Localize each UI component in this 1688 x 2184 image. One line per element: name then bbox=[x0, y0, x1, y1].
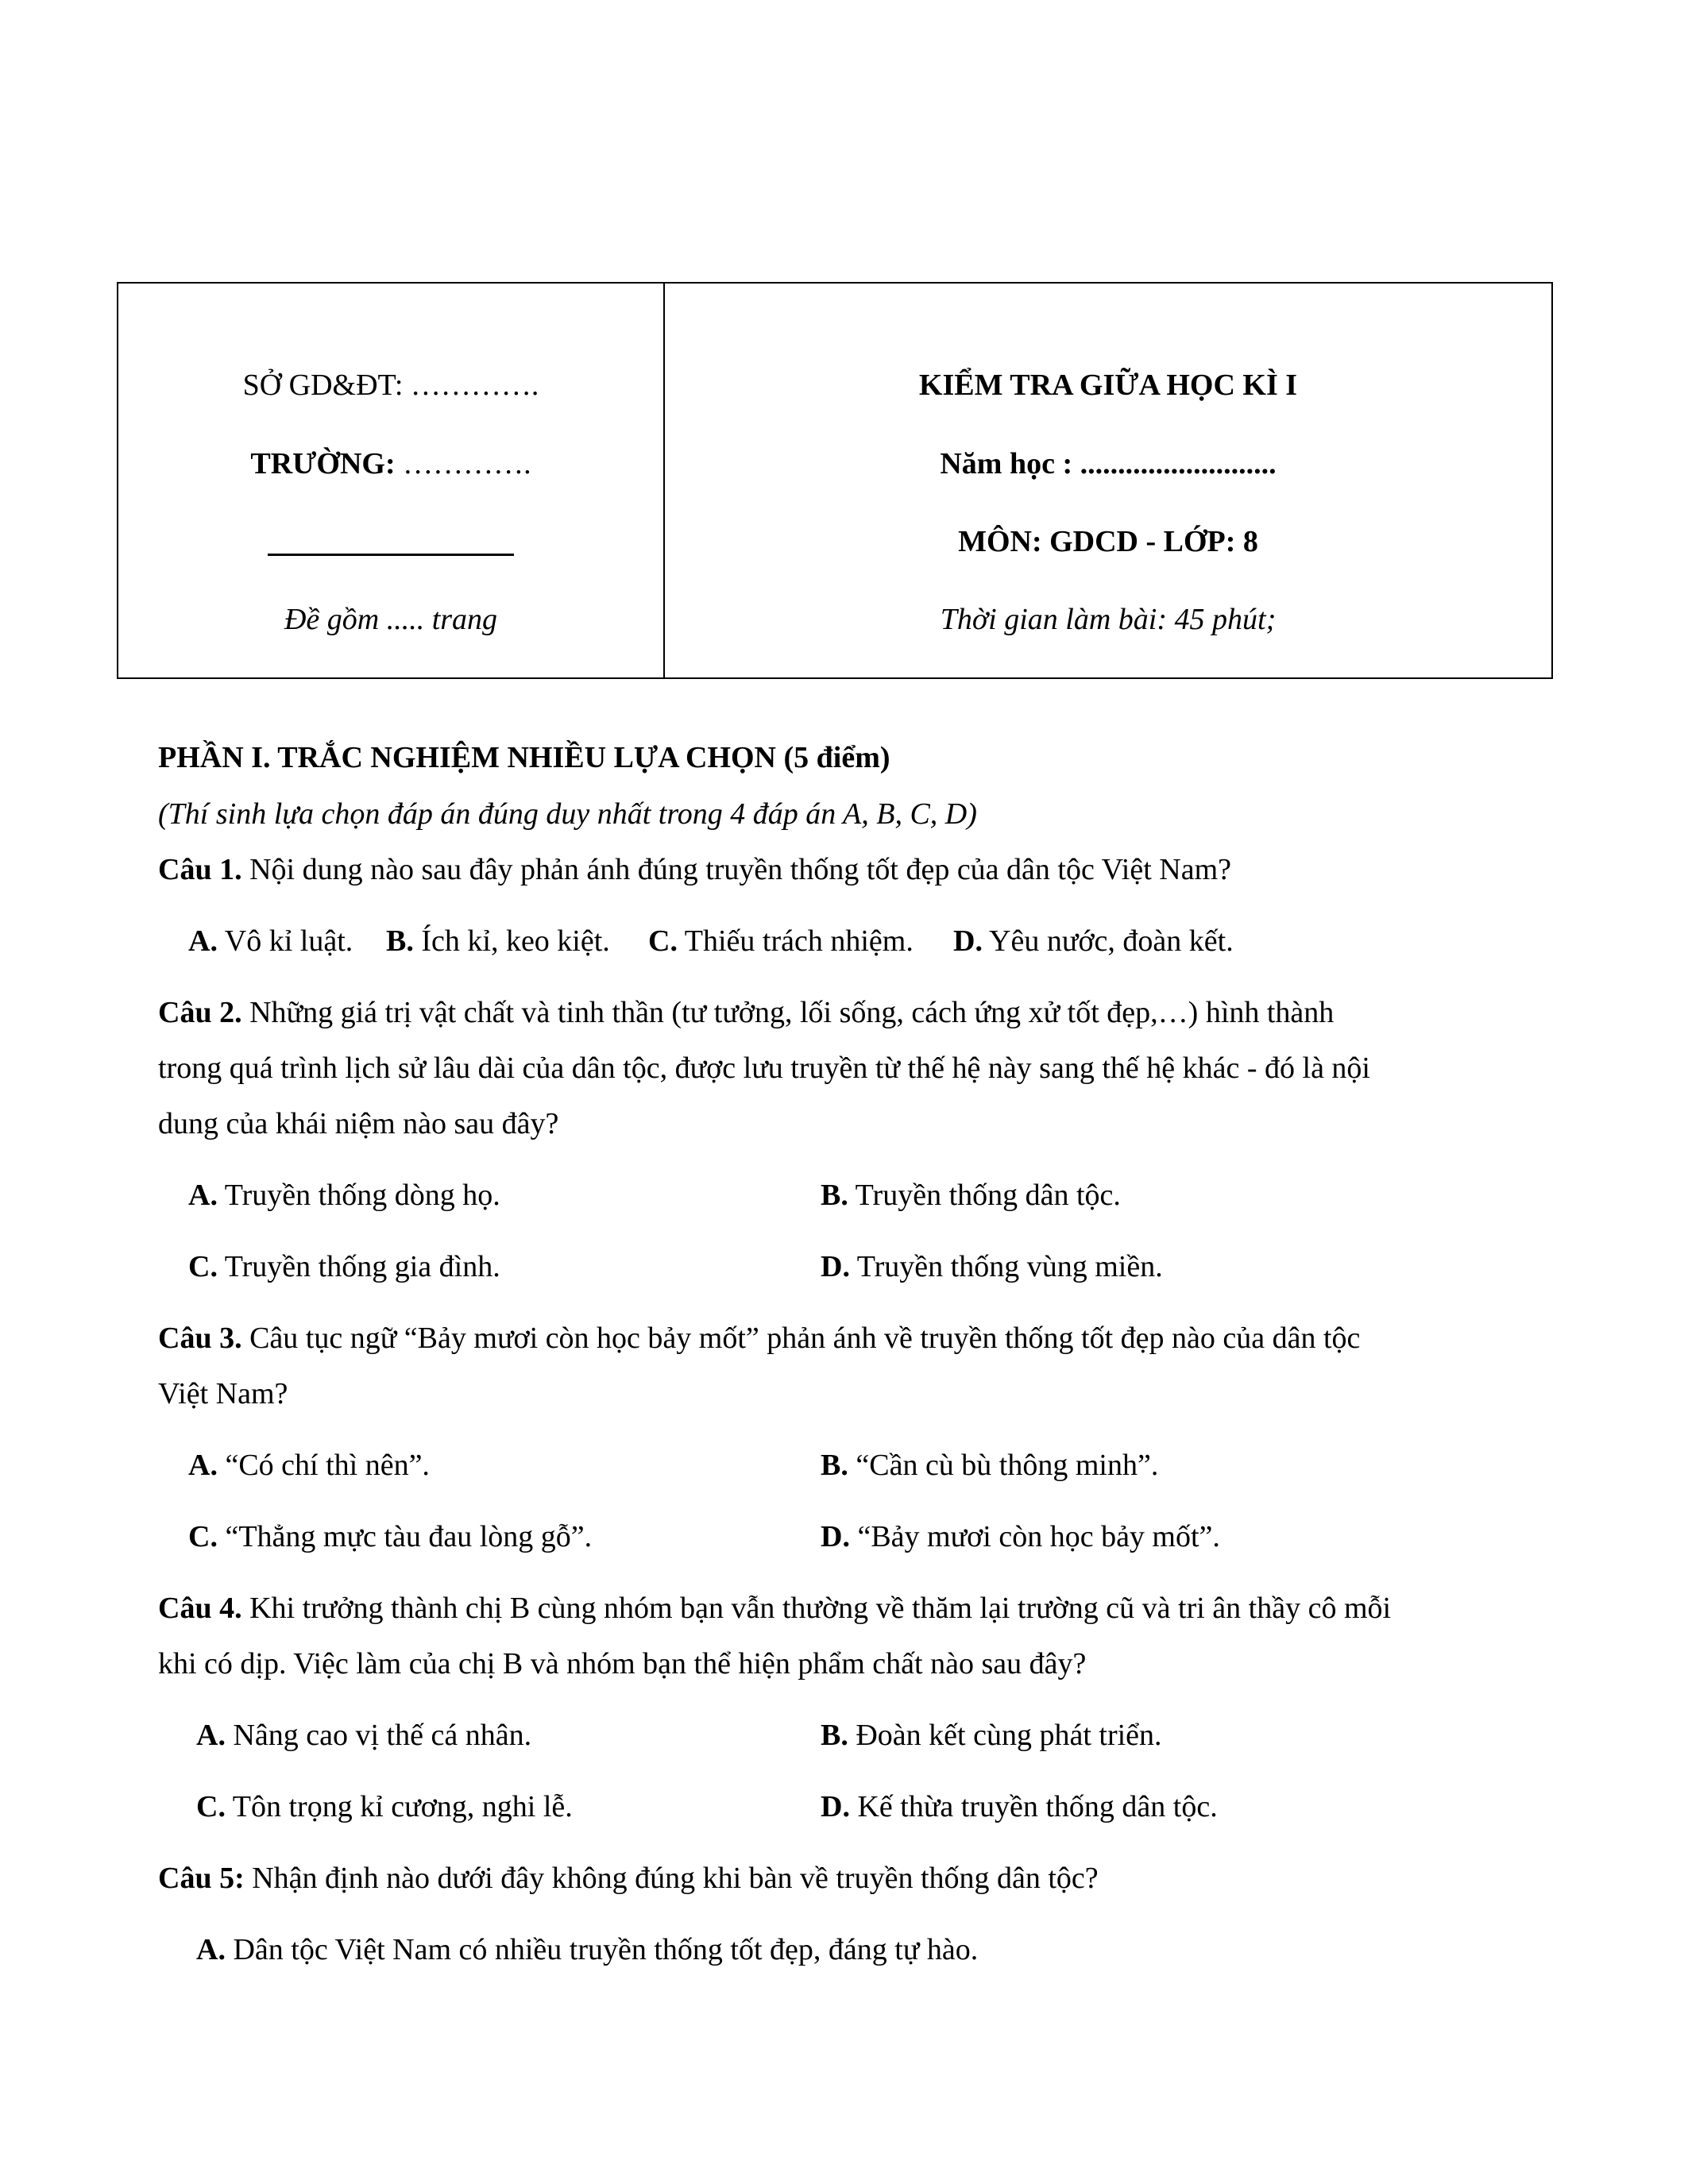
option-key: D. bbox=[821, 1520, 850, 1553]
option-key: B. bbox=[821, 1179, 848, 1212]
option-text: Đoàn kết cùng phát triển. bbox=[848, 1719, 1162, 1752]
header-right-cell bbox=[665, 284, 1551, 677]
school-label: TRƯỜNG: bbox=[250, 447, 396, 480]
q1-option-d bbox=[953, 923, 1234, 959]
question-label: Câu 2. bbox=[158, 996, 242, 1029]
question-2-line-3: dung của khái niệm nào sau đây? bbox=[158, 1107, 559, 1140]
option-text: “Cần cù bù thông minh”. bbox=[848, 1449, 1159, 1482]
school-year-line: Năm học : .......................... bbox=[940, 447, 1277, 480]
question-text-line-1: Khi trưởng thành chị B cùng nhóm bạn vẫn thường về thăm lại trường cũ và tri ân thầy cô mỗi bbox=[241, 1592, 1392, 1625]
q2-option-c bbox=[188, 1248, 500, 1285]
option-key: A. bbox=[196, 1933, 226, 1966]
exam-title: KIỂM TRA GIỮA HỌC KÌ I bbox=[918, 369, 1298, 402]
q4-option-a bbox=[196, 1717, 531, 1754]
option-text: Tôn trọng kỉ cương, nghi lễ. bbox=[225, 1790, 573, 1823]
q4-option-c bbox=[196, 1788, 573, 1825]
option-text: Kế thừa truyền thống dân tộc. bbox=[849, 1790, 1218, 1823]
option-text: Nâng cao vị thế cá nhân. bbox=[225, 1719, 532, 1752]
option-text: Dân tộc Việt Nam có nhiều truyền thống tốt đẹp, đáng tự hào. bbox=[225, 1933, 979, 1966]
question-2-line-2: trong quá trình lịch sử lâu dài của dân tộc, được lưu truyền từ thế hệ này sang thế hệ khác - đó là nội bbox=[158, 1051, 1370, 1085]
q3-option-b bbox=[821, 1447, 1158, 1484]
option-key: C. bbox=[188, 1520, 218, 1553]
header-left-cell bbox=[118, 284, 665, 677]
q3-option-d bbox=[821, 1518, 1220, 1555]
option-text: Truyền thống dân tộc. bbox=[848, 1179, 1121, 1212]
option-key: D. bbox=[821, 1790, 850, 1823]
question-text: Nội dung nào sau đây phản ánh đúng truyền thống tốt đẹp của dân tộc Việt Nam? bbox=[241, 853, 1232, 886]
q2-option-d bbox=[821, 1248, 1163, 1285]
option-key: C. bbox=[196, 1790, 226, 1823]
header-divider-rule bbox=[268, 554, 514, 556]
q3-option-c bbox=[188, 1518, 592, 1555]
option-text: Vô kỉ luật. bbox=[217, 924, 353, 958]
question-label: Câu 5: bbox=[158, 1862, 245, 1895]
subject-line: MÔN: GDCD - LỚP: 8 bbox=[958, 525, 1258, 558]
q2-option-b bbox=[821, 1177, 1121, 1214]
question-label: Câu 1. bbox=[158, 853, 242, 886]
duration-line: Thời gian làm bài: 45 phút; bbox=[940, 603, 1277, 636]
option-key: A. bbox=[188, 1179, 218, 1212]
question-4 bbox=[158, 1590, 1391, 1626]
option-text: “Bảy mươi còn học bảy mốt”. bbox=[849, 1520, 1220, 1553]
option-key: D. bbox=[953, 924, 983, 958]
page-count-line: Đề gồm ..... trang bbox=[284, 603, 498, 636]
option-key: B. bbox=[821, 1719, 848, 1752]
section-instruction: (Thí sinh lựa chọn đáp án đúng duy nhất trong 4 đáp án A, B, C, D) bbox=[158, 797, 977, 831]
q1-option-b bbox=[386, 923, 610, 959]
exam-header-table bbox=[117, 282, 1553, 679]
option-key: A. bbox=[188, 924, 218, 958]
section-title: PHẦN I. TRẮC NGHIỆM NHIỀU LỰA CHỌN (5 điểm) bbox=[158, 741, 890, 774]
question-4-line-2: khi có dịp. Việc làm của chị B và nhóm bạn thể hiện phẩm chất nào sau đây? bbox=[158, 1647, 1087, 1680]
question-5 bbox=[158, 1860, 1099, 1897]
option-key: A. bbox=[196, 1719, 226, 1752]
option-key: B. bbox=[821, 1449, 848, 1482]
q1-option-c bbox=[648, 923, 914, 959]
department-line: SỞ GD&ĐT: …………. bbox=[242, 369, 539, 402]
option-key: A. bbox=[188, 1449, 218, 1482]
question-text-line-1: Câu tục ngữ “Bảy mươi còn học bảy mốt” phản ánh về truyền thống tốt đẹp nào của dân tộc bbox=[241, 1322, 1361, 1355]
question-3-line-2: Việt Nam? bbox=[158, 1377, 288, 1410]
option-text: Ích kỉ, keo kiệt. bbox=[413, 924, 610, 958]
q3-option-a bbox=[188, 1447, 430, 1484]
question-1 bbox=[158, 851, 1231, 888]
option-text: Truyền thống gia đình. bbox=[217, 1250, 500, 1283]
option-text: “Có chí thì nên”. bbox=[217, 1449, 430, 1482]
option-text: Thiếu trách nhiệm. bbox=[677, 924, 914, 958]
option-text: Truyền thống vùng miền. bbox=[849, 1250, 1163, 1283]
q2-option-a bbox=[188, 1177, 500, 1214]
question-text: Nhận định nào dưới đây không đúng khi bàn về truyền thống dân tộc? bbox=[244, 1862, 1099, 1895]
question-3 bbox=[158, 1320, 1360, 1356]
q4-option-d bbox=[821, 1788, 1218, 1825]
question-label: Câu 3. bbox=[158, 1322, 242, 1355]
question-label: Câu 4. bbox=[158, 1592, 242, 1625]
option-text: Truyền thống dòng họ. bbox=[217, 1179, 500, 1212]
question-text-line-1: Những giá trị vật chất và tinh thần (tư tưởng, lối sống, cách ứng xử tốt đẹp,…) hình thành bbox=[241, 996, 1335, 1029]
q1-option-a bbox=[188, 923, 353, 959]
school-line bbox=[118, 446, 663, 481]
option-key: C. bbox=[188, 1250, 218, 1283]
q5-option-a bbox=[196, 1931, 978, 1968]
question-2 bbox=[158, 994, 1334, 1031]
option-key: C. bbox=[648, 924, 678, 958]
school-value: …………. bbox=[395, 447, 531, 480]
option-key: B. bbox=[386, 924, 414, 958]
option-key: D. bbox=[821, 1250, 850, 1283]
option-text: “Thẳng mực tàu đau lòng gỗ”. bbox=[217, 1520, 593, 1553]
option-text: Yêu nước, đoàn kết. bbox=[982, 924, 1234, 958]
q4-option-b bbox=[821, 1717, 1162, 1754]
